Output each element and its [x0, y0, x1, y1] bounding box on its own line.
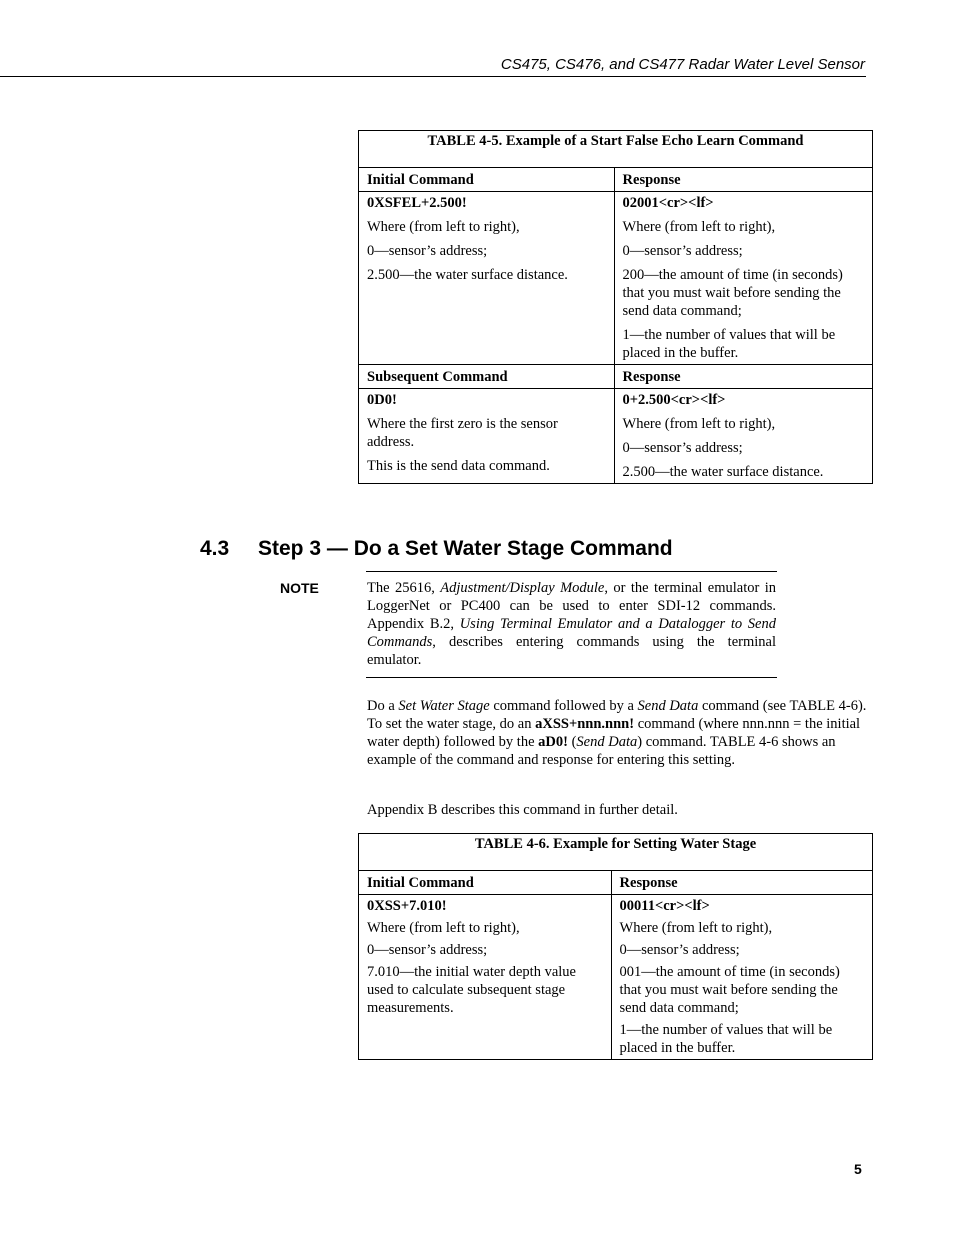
table-row-text: 001—the amount of time (in seconds) that you must wait before sending the send data command;	[619, 964, 840, 1016]
subsequent-command-code: 0D0!	[367, 392, 397, 408]
table-4-6-response-header: Response	[611, 871, 872, 895]
table-4-5-caption: TABLE 4-5. Example of a Start False Echo Learn Command	[359, 131, 873, 168]
subsequent-response-code: 0+2.500<cr><lf>	[622, 392, 726, 408]
initial-command-code: 0XSS+7.010!	[367, 898, 447, 914]
table-row-text: 1—the number of values that will be placed in the buffer.	[622, 327, 836, 361]
table-row-text: 0—sensor’s address;	[619, 942, 740, 958]
table-row-text: Where (from left to right),	[367, 219, 520, 235]
table-row-text: 0—sensor’s address;	[622, 440, 743, 456]
initial-command-code: 0XSFEL+2.500!	[367, 195, 467, 211]
table-4-5	[358, 130, 873, 484]
table-row-text: 2.500—the water surface distance.	[622, 464, 824, 480]
table-4-5-subsequent-header: Subsequent Command	[359, 365, 615, 389]
table-row-text: 2.500—the water surface distance.	[367, 267, 568, 283]
table-4-5-subsequent-response-cell	[614, 389, 872, 484]
table-row-text: Where (from left to right),	[619, 920, 773, 936]
table-row-text: 1—the number of values that will be placed in the buffer.	[619, 1022, 833, 1056]
table-row-text: Where the first zero is the sensor address.	[367, 416, 558, 450]
response-code: 00011<cr><lf>	[619, 898, 710, 914]
table-4-6-caption: TABLE 4-6. Example for Setting Water Stage	[359, 834, 873, 871]
note-label: NOTE	[280, 580, 319, 596]
table-row-text: 200—the amount of time (in seconds) that you must wait before sending the send data command;	[622, 267, 843, 319]
table-row-text: 0—sensor’s address;	[622, 243, 743, 259]
table-4-6-response-cell	[611, 895, 872, 1060]
section-title: Step 3 — Do a Set Water Stage Command	[258, 537, 673, 560]
page-number: 5	[854, 1161, 862, 1177]
running-header: CS475, CS476, and CS477 Radar Water Level Sensor	[500, 56, 865, 73]
table-row-text: Where (from left to right),	[622, 219, 776, 235]
table-4-5-subsequent-cell	[359, 389, 615, 484]
table-4-6-initial-header: Initial Command	[359, 871, 612, 895]
table-row-text: This is the send data command.	[367, 458, 550, 474]
note-body: The 25616, Adjustment/Display Module, or the terminal emulator in LoggerNet or PC400 can be used to enter SDI-12 commands. Appendix B.2, Using Terminal Emulator and a Datalogger to Send Commands, describes entering commands using the terminal emulator.	[367, 580, 777, 668]
note-bottom-rule	[366, 677, 777, 678]
table-row-text: Where (from left to right),	[367, 920, 520, 936]
table-4-5-response-header: Response	[614, 168, 872, 192]
section-heading	[200, 537, 673, 561]
table-4-5-subsequent-response-header: Response	[614, 365, 872, 389]
table-4-6	[358, 833, 873, 1060]
response-code: 02001<cr><lf>	[622, 195, 714, 211]
body-paragraph-2: Appendix B describes this command in further detail.	[367, 802, 678, 818]
table-4-6-initial-cell	[359, 895, 612, 1060]
table-4-5-initial-header: Initial Command	[359, 168, 615, 192]
header-rule	[0, 76, 866, 77]
table-row-text: 0—sensor’s address;	[367, 942, 488, 958]
table-row-text: Where (from left to right),	[622, 416, 776, 432]
table-row-text: 0—sensor’s address;	[367, 243, 488, 259]
table-4-5-initial-cell	[359, 192, 615, 365]
body-paragraph: Do a Set Water Stage command followed by a Send Data command (see TABLE 4-6). To set the water stage, do an aXSS+nnn.nnn! command (where nnn.nnn = the initial water depth) followed by the aD0! (Send Data) command. TABLE 4-6 shows an example of the command and response for entering this setting.	[367, 698, 867, 768]
table-4-5-response-cell	[614, 192, 872, 365]
note-top-rule	[366, 571, 777, 572]
section-number: 4.3	[200, 537, 230, 560]
table-row-text: 7.010—the initial water depth value used to calculate subsequent stage measurements.	[367, 964, 576, 1016]
